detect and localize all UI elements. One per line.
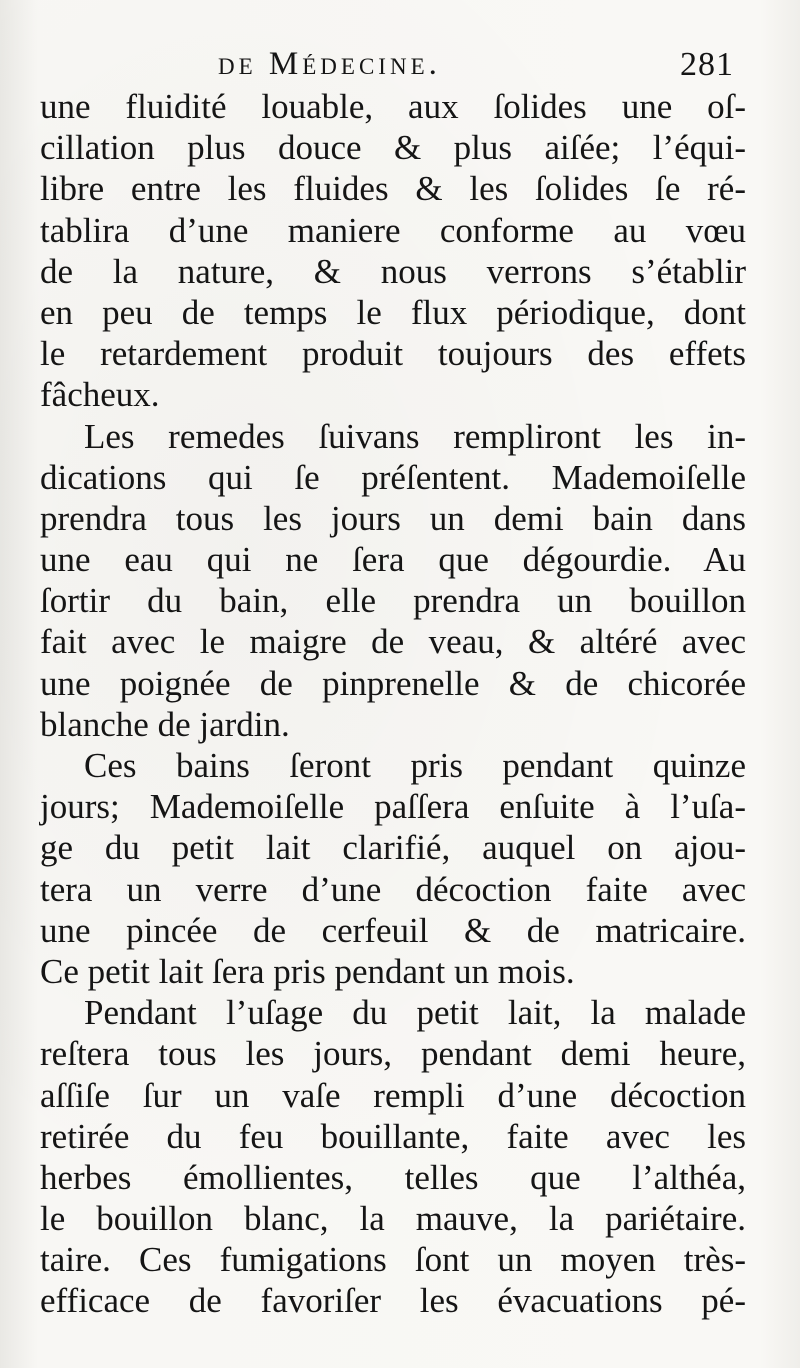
- text-line: jours; Mademoiſelle paſſera enſuite à l’uſa-: [40, 787, 746, 827]
- page-number: 281: [680, 46, 734, 83]
- body-text: [40, 86, 746, 1322]
- text-line: prendra tous les jours un demi bain dans: [40, 498, 746, 538]
- text-line: ge du petit lait clarifié, auquel on ajou-: [40, 828, 746, 868]
- text-line: dications qui ſe préſentent. Mademoiſelle: [40, 457, 746, 497]
- text-line: efficace de favoriſer les évacuations pé-: [40, 1281, 746, 1321]
- text-line: Les remedes ſuivans rempliront les in-: [84, 416, 746, 456]
- text-line: herbes émollientes, telles que l’althéa,: [40, 1157, 746, 1197]
- text-line: Ce petit lait ſera pris pendant un mois.: [40, 951, 575, 991]
- text-line: Pendant l’uſage du petit lait, la malade: [84, 993, 746, 1033]
- text-line: aſſiſe ſur un vaſe rempli d’une décoction: [40, 1075, 746, 1115]
- paragraph: [40, 745, 746, 992]
- text-line: de la nature, & nous verrons s’établir: [40, 251, 746, 291]
- text-line: reſtera tous les jours, pendant demi heure,: [40, 1034, 746, 1074]
- text-line: le bouillon blanc, la mauve, la pariétaire.: [40, 1199, 746, 1239]
- text-line: fâcheux.: [40, 375, 160, 415]
- text-line: une pincée de cerfeuil & de matricaire.: [40, 910, 746, 950]
- text-line: une poignée de pinprenelle & de chicorée: [40, 663, 746, 703]
- running-title: de Médecine.: [218, 46, 441, 82]
- text-line: en peu de temps le flux périodique, dont: [40, 292, 746, 332]
- paragraph: [40, 416, 746, 746]
- paragraph: [40, 86, 746, 416]
- text-line: tablira d’une maniere conforme au vœu: [40, 210, 746, 250]
- text-line: une eau qui ne ſera que dégourdie. Au: [40, 540, 746, 580]
- text-line: libre entre les fluides & les ſolides ſe ré-: [40, 169, 746, 209]
- text-line: blanche de jardin.: [40, 704, 290, 744]
- text-line: taire. Ces fumigations ſont un moyen très-: [40, 1240, 746, 1280]
- text-line: tera un verre d’une décoction faite avec: [40, 869, 746, 909]
- paragraph: [40, 992, 746, 1322]
- text-line: ſortir du bain, elle prendra un bouillon: [40, 581, 746, 621]
- text-line: retirée du feu bouillante, faite avec les: [40, 1116, 746, 1156]
- text-line: cillation plus douce & plus aiſée; l’équi-: [40, 128, 746, 168]
- text-line: fait avec le maigre de veau, & altéré avec: [40, 622, 746, 662]
- text-line: le retardement produit toujours des effets: [40, 334, 746, 374]
- page-header: [0, 46, 800, 90]
- text-line: une fluidité louable, aux ſolides une oſ-: [40, 87, 746, 126]
- text-line: Ces bains ſeront pris pendant quinze: [84, 746, 746, 785]
